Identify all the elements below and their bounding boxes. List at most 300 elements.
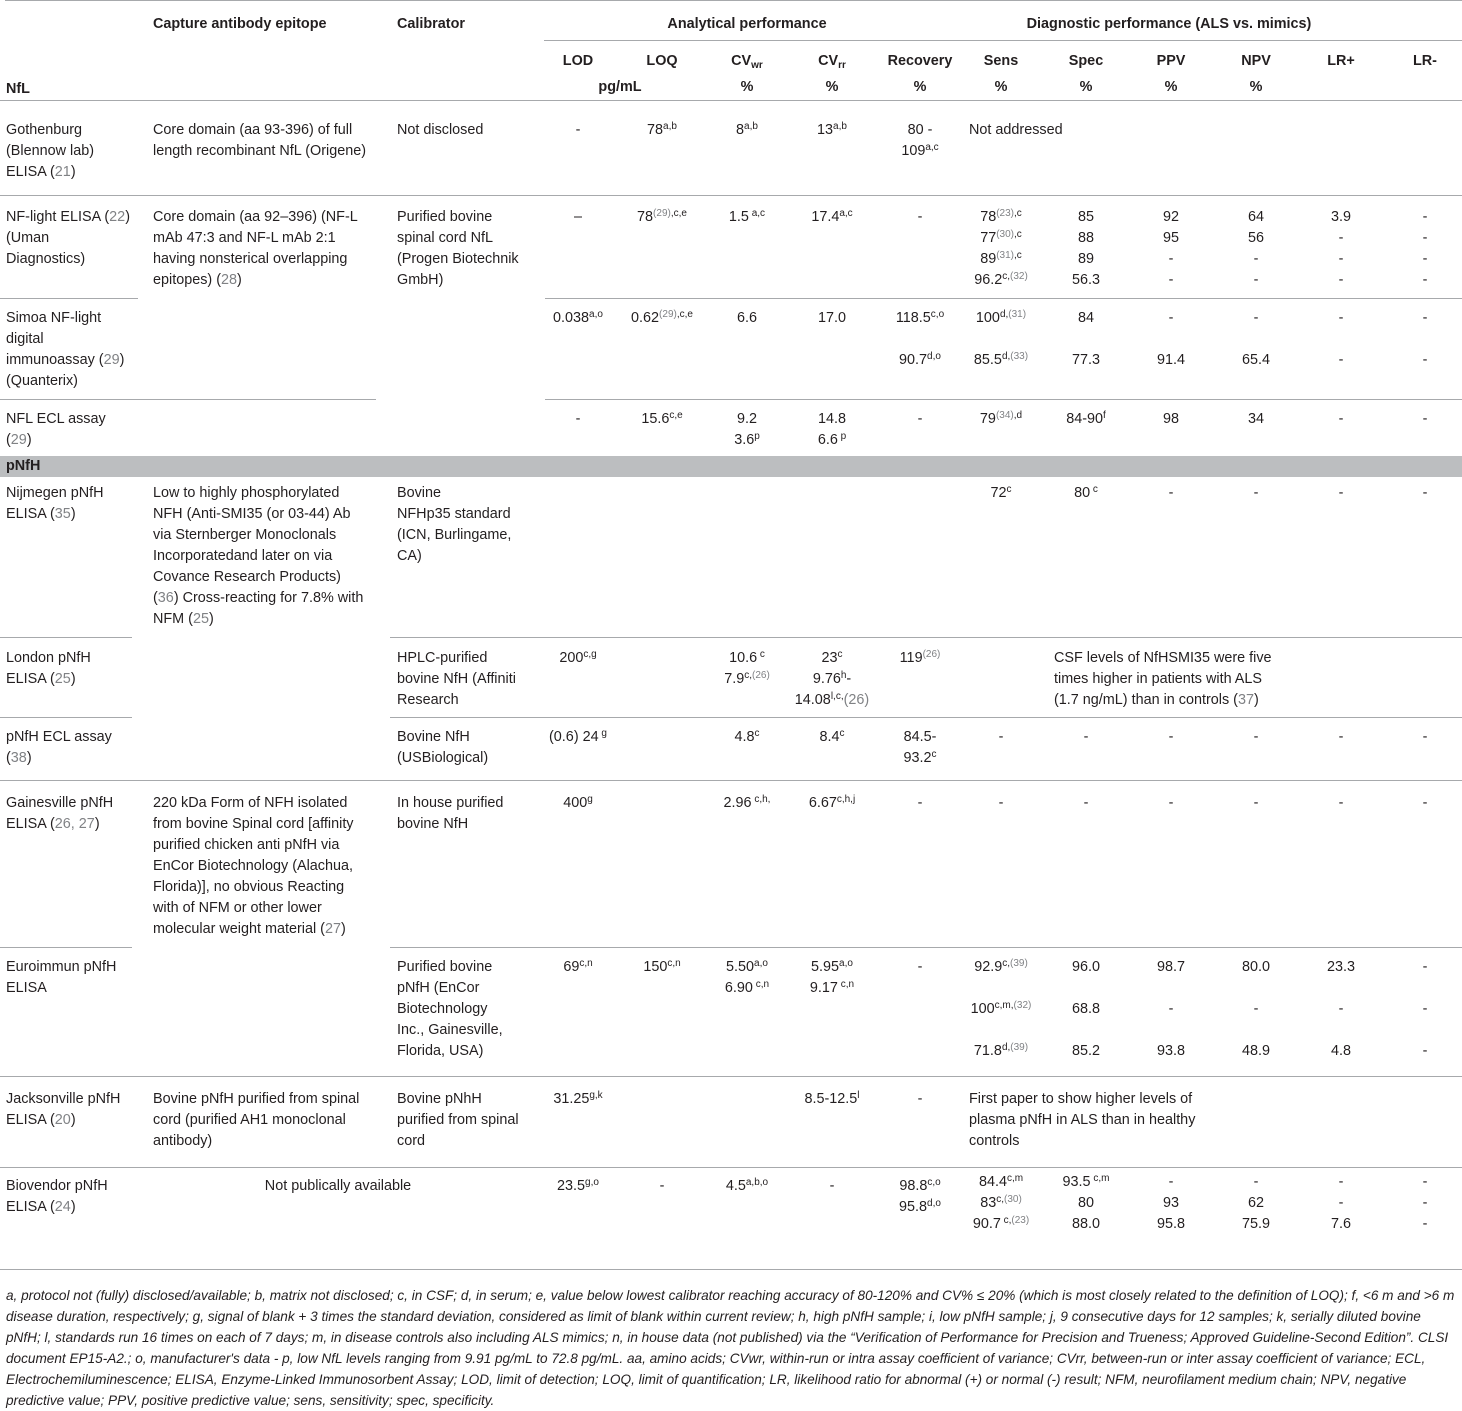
cell-text: 14.8	[817, 411, 846, 427]
cell-text: 95	[1162, 230, 1179, 246]
cell-text: 4.8	[734, 729, 755, 745]
footnote-marker: d,	[1001, 1042, 1011, 1053]
reference-number: 37	[1237, 692, 1254, 708]
section-pnfh	[6, 456, 40, 477]
cell-text: (	[6, 432, 11, 448]
cell-text: 0.038	[553, 310, 590, 326]
reference-number: (23)	[1011, 1215, 1030, 1226]
footnote-marker: c,e	[669, 410, 683, 421]
table-footnote: a, protocol not (fully) disclosed/available; b, matrix not disclosed; c, in CSF; d, in serum; e, value below lowest calibrator reaching accuracy of 80-120% and CV% ≤ 20% (which is most closely related to the definition of LOQ); f, <6 m and >6 m disease duration, respectively; g, signal of blank + 3 times the standard deviation, considered as limit of blank within current review; h, high pNfH sample; i, low pNfH sample; j, 9 consecutive days for 12 samples; k, serially diluted bovine pNfH; l, standards run 16 times on each of 7 days; m, in disease controls also including ALS mimics; n, in house data (not published) via the “Verification of Performance for Precision and Trueness; Approved Guideline-Second Edition”. CLSI document EP15-A2.; o, manufacturer's data - p, low NfL levels ranging from 9.91 pg/mL to 72.8 pg/mL. aa, amino acids; CVwr, within-run or intra assay coefficient of variance; CVrr, between-run or inter assay coefficient of variance; ECL, Electrochemiluminescence; ELISA, Enzyme-Linked Immunosorbent Assay; LOD, limit of detection; LOQ, limit of quantification; LR, likelihood ratio for abnormal (+) or normal (-) result; NFM, neurofilament medium chain; NPV, negative predictive value; PPV, positive predictive value; sens, sensitivity; spec, specificity.	[6, 1288, 1455, 1408]
cell-text: 92	[1162, 209, 1179, 225]
gv-capture	[153, 877, 344, 898]
cell-text: ELISA (	[6, 671, 55, 687]
footnote-marker: c	[757, 649, 765, 660]
cell-text: Covance Research Products)	[153, 569, 341, 585]
col-calibrator	[397, 14, 465, 35]
cell-text: -	[1338, 1195, 1344, 1211]
cell-text: )	[237, 272, 242, 288]
cell-text: CA)	[397, 548, 422, 564]
footnote-marker: d,o	[927, 1198, 941, 1209]
jv-capture	[153, 1131, 212, 1152]
cell-text: 6.6	[736, 310, 757, 326]
reference-number: (30)	[1004, 1194, 1022, 1205]
cell-text: NPV	[1241, 53, 1271, 69]
cell-text: 15.6	[641, 411, 670, 427]
cell-text: 90.7	[972, 1216, 1001, 1232]
pe-lrn	[1275, 727, 1462, 748]
cell-text: -	[1422, 1001, 1428, 1017]
table-rule	[390, 947, 1462, 948]
eu-name	[6, 978, 47, 999]
cell-text: 9.2	[736, 411, 757, 427]
cell-text: EnCor Biotechnology (Alachua,	[153, 858, 353, 874]
cell-text: PPV	[1156, 53, 1186, 69]
cell-text: -	[1168, 485, 1174, 501]
footnote-marker: d,o	[927, 351, 941, 362]
cell-text: %	[1249, 79, 1263, 95]
cell-text: )	[125, 209, 130, 225]
cell-text: Calibrator	[397, 16, 465, 32]
cell-text: (	[6, 750, 11, 766]
nj-calibrator	[397, 483, 441, 504]
cell-text: spinal cord NfL	[397, 230, 493, 246]
cell-text: (Blennow lab)	[6, 143, 94, 159]
cell-text: HPLC-purified	[397, 650, 488, 666]
cell-text: )	[26, 750, 32, 766]
cell-text: (Uman	[6, 230, 50, 246]
jv-capture	[153, 1089, 359, 1110]
nj-capture	[153, 609, 214, 630]
cell-text: Bovine	[397, 485, 442, 501]
reference-number: (23)	[996, 208, 1015, 219]
nl-name	[6, 249, 85, 270]
gv-name	[6, 814, 100, 835]
cell-text: -	[1338, 230, 1344, 246]
cell-text: -	[1338, 251, 1344, 267]
pe-recovery	[770, 748, 1070, 769]
reference-number: 36	[157, 590, 174, 606]
jv-name	[6, 1110, 76, 1131]
cell-text: 400	[563, 795, 588, 811]
nl-calibrator	[397, 228, 493, 249]
cell-text: -	[1422, 411, 1428, 427]
cell-text: bovine NfH	[397, 816, 469, 832]
cell-text: 95.8	[1156, 1216, 1185, 1232]
cell-text: Diagnostics)	[6, 251, 86, 267]
nl-lrn	[1275, 270, 1462, 291]
cell-text: -	[1338, 310, 1344, 326]
cell-text: digital	[6, 331, 44, 347]
footnote-marker: c	[839, 728, 845, 739]
cell-text: ELISA (	[6, 164, 55, 180]
cell-text: -	[1422, 1216, 1428, 1232]
cell-text: 80	[1077, 1195, 1094, 1211]
cell-text: 4.5	[725, 1178, 746, 1194]
cell-text: London pNfH	[6, 650, 91, 666]
footnote-marker: c,	[996, 1194, 1004, 1205]
cell-text: 8	[736, 122, 745, 138]
cell-text: Spec	[1068, 53, 1104, 69]
reference-number: 21	[54, 164, 71, 180]
cell-text: -	[1422, 1174, 1428, 1190]
cell-text: Biovendor pNfH	[6, 1178, 108, 1194]
footnote-marker: c,	[1000, 1215, 1012, 1226]
gv-capture	[153, 814, 354, 835]
cell-text: 100	[975, 310, 1000, 326]
ecl-cvrr	[682, 430, 982, 451]
cell-text: -	[1422, 209, 1428, 225]
cell-text: ) Cross-reacting for 7.8% with	[173, 590, 364, 606]
reference-number: (32)	[1013, 1000, 1032, 1011]
reference-number: 24	[54, 1199, 71, 1215]
cell-text: pNfH ECL assay	[6, 729, 112, 745]
cell-text: 77.3	[1071, 352, 1100, 368]
reference-number: 38	[10, 750, 27, 766]
footnote-marker: a,b	[744, 121, 758, 132]
cell-text: 200	[559, 650, 584, 666]
reference-number: 28	[221, 272, 238, 288]
reference-number: 25	[54, 671, 71, 687]
eu-calibrator	[397, 999, 487, 1020]
cell-text: times higher in patients with ALS	[1054, 671, 1262, 687]
cell-text: Inc., Gainesville,	[397, 1022, 503, 1038]
gv-capture	[153, 835, 339, 856]
cell-text: 84.4	[978, 1174, 1007, 1190]
cell-text: 96.0	[1071, 959, 1100, 975]
cell-text: -	[917, 209, 923, 225]
cell-text: )	[1253, 692, 1259, 708]
cell-text: -	[998, 795, 1004, 811]
cell-text: 3.6	[734, 432, 755, 448]
footnote-marker: p	[837, 431, 847, 442]
reference-number: (26)	[922, 649, 941, 660]
bv-name	[6, 1176, 108, 1197]
cell-text: -	[1422, 272, 1428, 288]
footnote-marker: a,o	[589, 309, 603, 320]
hdr-lrn	[1275, 51, 1462, 72]
nl-calibrator	[397, 270, 443, 291]
cell-text: controls	[969, 1133, 1020, 1149]
cell-text: 65.4	[1241, 352, 1270, 368]
pe-name	[6, 748, 32, 769]
cell-text: (0.6) 24	[549, 729, 599, 745]
nj-name	[6, 483, 104, 504]
cell-text: 7.6	[1330, 1216, 1351, 1232]
footnote-marker: c,m,	[994, 1000, 1014, 1011]
ld-calibrator	[397, 669, 516, 690]
gb-capture	[153, 120, 352, 141]
cell-text: -	[1338, 1001, 1344, 1017]
cell-text: 23	[821, 650, 838, 666]
jv-calibrator	[397, 1110, 519, 1131]
cell-text: 48.9	[1241, 1043, 1270, 1059]
jv-diagnostic	[969, 1110, 1195, 1131]
col-capture	[153, 14, 327, 35]
gv-capture	[153, 919, 346, 940]
cell-text: ELISA (	[6, 816, 55, 832]
footnote-marker: g,k	[589, 1090, 603, 1101]
cell-text: -	[1338, 411, 1344, 427]
cell-text: NFL ECL assay	[6, 411, 106, 427]
cell-text: 79	[979, 411, 996, 427]
footnote-marker: c	[1006, 484, 1012, 495]
hdr-npv-pct	[1106, 77, 1406, 98]
gv-lrn	[1275, 793, 1462, 814]
cell-text: purified from spinal	[397, 1112, 519, 1128]
cell-text: 89	[980, 251, 997, 267]
group-analytical	[597, 14, 897, 35]
cell-text: )	[26, 432, 32, 448]
footnote-marker: c,n	[752, 979, 770, 990]
nl-capture	[153, 207, 358, 228]
footnote-marker: g,o	[585, 1177, 599, 1188]
reference-number: (39)	[1010, 958, 1028, 969]
bv-lrn	[1275, 1193, 1462, 1214]
reference-number: (33)	[1010, 351, 1029, 362]
cell-text: -	[1338, 1174, 1344, 1190]
gv-capture	[153, 856, 353, 877]
sm-name	[6, 329, 44, 350]
cell-text: -	[1422, 251, 1428, 267]
cell-text: -	[1168, 251, 1174, 267]
cell-text: 5.50	[726, 959, 755, 975]
cell-text: 64	[1247, 209, 1264, 225]
cell-text: -	[1338, 795, 1344, 811]
cell-text: 5.95	[811, 959, 840, 975]
cell-text: 1.5	[728, 209, 749, 225]
footnote-marker: c,o	[930, 309, 945, 320]
cell-text: -	[1422, 485, 1428, 501]
cell-text: )	[70, 1112, 76, 1128]
cell-text: -	[917, 795, 923, 811]
cell-text: from bovine Spinal cord [affinity	[153, 816, 354, 832]
footnote-marker: ,c	[1014, 250, 1022, 261]
footnote-marker: c,h,	[751, 794, 771, 805]
ld-calibrator	[397, 690, 459, 711]
table-rule	[0, 100, 1462, 101]
cell-text: 78	[980, 209, 997, 225]
sm-name	[6, 350, 124, 371]
cell-text: -	[1338, 485, 1344, 501]
cell-text: 85.2	[1071, 1043, 1100, 1059]
table-rule	[0, 637, 132, 638]
cell-text: pNfH	[6, 458, 41, 474]
nl-calibrator	[397, 249, 519, 270]
jv-diagnostic	[969, 1089, 1192, 1110]
footnote-marker: h	[840, 670, 847, 681]
cell-text: )	[340, 921, 346, 937]
nj-capture	[153, 483, 339, 504]
gv-capture	[153, 898, 322, 919]
footnote-marker: c	[837, 649, 843, 660]
reference-number: (26)	[752, 670, 770, 681]
bv-lrn	[1275, 1172, 1462, 1193]
ld-name	[6, 669, 76, 690]
footnote-marker: c,o	[927, 1177, 941, 1188]
cell-text: 23.5	[557, 1178, 586, 1194]
reference-number: (39)	[1010, 1042, 1029, 1053]
cell-text: -	[1168, 795, 1174, 811]
cell-text: 8.5-12.5	[804, 1091, 858, 1107]
ld-diagnostic	[1054, 648, 1272, 669]
cell-text: 56	[1247, 230, 1264, 246]
cell-text: 80	[1074, 485, 1091, 501]
nl-capture	[153, 249, 347, 270]
cell-text: 17.0	[817, 310, 846, 326]
bv-name	[6, 1197, 76, 1218]
footnote-marker: c,m	[1090, 1173, 1110, 1184]
cell-text: -	[1253, 272, 1259, 288]
cell-text: -	[1422, 729, 1428, 745]
cell-text: ELISA (	[6, 1112, 55, 1128]
cell-text: -	[575, 411, 581, 427]
cell-text: –	[573, 209, 582, 225]
cell-text: 68.8	[1071, 1001, 1100, 1017]
cell-text: )	[70, 164, 76, 180]
cell-text: 3.9	[1330, 209, 1351, 225]
pe-calibrator	[397, 748, 488, 769]
cell-text: Core domain (aa 92–396) (NF-L	[153, 209, 358, 225]
cell-text: 98	[1162, 411, 1179, 427]
cell-text: %	[825, 79, 839, 95]
cell-text: -	[1253, 795, 1259, 811]
footnote-marker: ,d	[1013, 410, 1023, 421]
cell-text: -	[1168, 1174, 1174, 1190]
nl-lrn	[1275, 249, 1462, 270]
cell-text: 10.6	[729, 650, 758, 666]
jv-capture	[153, 1110, 346, 1131]
footnote-marker: p	[754, 431, 760, 442]
cell-text: -	[1253, 729, 1259, 745]
eu-lrn	[1275, 957, 1462, 978]
cell-text: Bovine NfH	[397, 729, 470, 745]
nj-lrn	[1275, 483, 1462, 504]
gv-name	[6, 793, 113, 814]
cell-text: First paper to show higher levels of	[969, 1091, 1193, 1107]
bv-lrn	[1275, 1214, 1462, 1235]
nj-calibrator	[397, 546, 422, 567]
cell-text: 98.8	[899, 1178, 928, 1194]
cell-text: CV	[731, 53, 752, 69]
cell-text: Gainesville pNfH	[6, 795, 114, 811]
ld-name	[6, 648, 91, 669]
cell-text: 14.08	[794, 692, 831, 708]
cell-text: cord	[397, 1133, 425, 1149]
cell-text: Sens	[983, 53, 1019, 69]
cell-text: 13	[817, 122, 834, 138]
cell-text: 88.0	[1071, 1216, 1100, 1232]
cell-text: 91.4	[1156, 352, 1185, 368]
ld-diagnostic	[1054, 669, 1262, 690]
cell-text: 93.8	[1156, 1043, 1185, 1059]
cell-text: 95.8	[899, 1199, 928, 1215]
nj-name	[6, 504, 76, 525]
cell-text: rr	[838, 60, 846, 71]
cell-text: -	[998, 729, 1004, 745]
footnote-marker: c,n	[579, 958, 593, 969]
cell-text: -	[829, 1178, 835, 1194]
ld-recovery	[770, 648, 1070, 669]
table-rule	[0, 1269, 1462, 1270]
table-rule	[0, 399, 376, 400]
ecl-name	[6, 409, 106, 430]
cell-text: Bovine pNhH	[397, 1091, 482, 1107]
cell-text: 75.9	[1241, 1216, 1270, 1232]
table-rule	[966, 40, 1456, 41]
eu-calibrator	[397, 978, 479, 999]
cell-text: Core domain (aa 93-396) of full	[153, 122, 353, 138]
cell-text: )	[94, 816, 100, 832]
reference-number: (31)	[996, 250, 1015, 261]
cell-text: %	[1164, 79, 1178, 95]
nj-calibrator	[397, 525, 511, 546]
reference-number: 29	[103, 352, 120, 368]
cell-text: LR+	[1327, 53, 1355, 69]
footnote-marker: ,c,e	[676, 309, 693, 320]
cell-text: antibody)	[153, 1133, 213, 1149]
cell-text: )	[208, 611, 214, 627]
cell-text: Florida, USA)	[397, 1043, 484, 1059]
cell-text: Recovery	[887, 53, 953, 69]
cell-text: Florida)], no obvious Reacting	[153, 879, 345, 895]
cell-text: 109	[901, 143, 926, 159]
reference-number: 25	[192, 611, 209, 627]
cell-text: -	[1168, 310, 1174, 326]
cell-text: 9.17	[809, 980, 838, 996]
gb-name	[6, 162, 76, 183]
cell-text: Jacksonville pNfH	[6, 1091, 121, 1107]
reference-number: (34)	[995, 410, 1014, 421]
cell-text: Not publically available	[264, 1178, 412, 1194]
cell-text: -	[1338, 272, 1344, 288]
ecl-lrn	[1275, 409, 1462, 430]
cell-text: 31.25	[553, 1091, 590, 1107]
cell-text: 93	[1162, 1195, 1179, 1211]
cell-text: -	[1253, 1174, 1259, 1190]
footnote-marker: c	[931, 749, 937, 760]
table-rule	[5, 0, 1462, 1]
eu-name	[6, 957, 116, 978]
cell-text: -	[1083, 795, 1089, 811]
cell-text: 72	[990, 485, 1007, 501]
table-rule	[545, 40, 956, 41]
cell-text: 85	[1077, 209, 1094, 225]
cell-text: -	[659, 1178, 665, 1194]
cell-text: molecular weight material (	[153, 921, 325, 937]
cell-text: 96.2	[974, 272, 1003, 288]
reference-number: 22	[109, 209, 126, 225]
cell-text: 84.5-	[903, 729, 937, 745]
cell-text: Bovine pNfH purified from spinal	[153, 1091, 360, 1107]
cell-text: (USBiological)	[397, 750, 489, 766]
cell-text: 4.8	[1330, 1043, 1351, 1059]
cell-text: 84	[1077, 310, 1094, 326]
jv-calibrator	[397, 1131, 425, 1152]
eu-calibrator	[397, 1020, 503, 1041]
footnote-marker: c	[754, 728, 760, 739]
cell-text: 71.8	[973, 1043, 1002, 1059]
cell-text: -	[1253, 251, 1259, 267]
cell-text: 80 -	[907, 122, 933, 138]
reference-number: (31)	[1008, 309, 1027, 320]
cell-text: Not addressed	[969, 122, 1063, 138]
cell-text: -	[846, 671, 852, 687]
cell-text: CV	[818, 53, 839, 69]
footnote-marker: c,	[1002, 958, 1010, 969]
nl-capture	[153, 270, 242, 291]
col-nfl	[6, 79, 30, 100]
cell-text: 62	[1247, 1195, 1264, 1211]
